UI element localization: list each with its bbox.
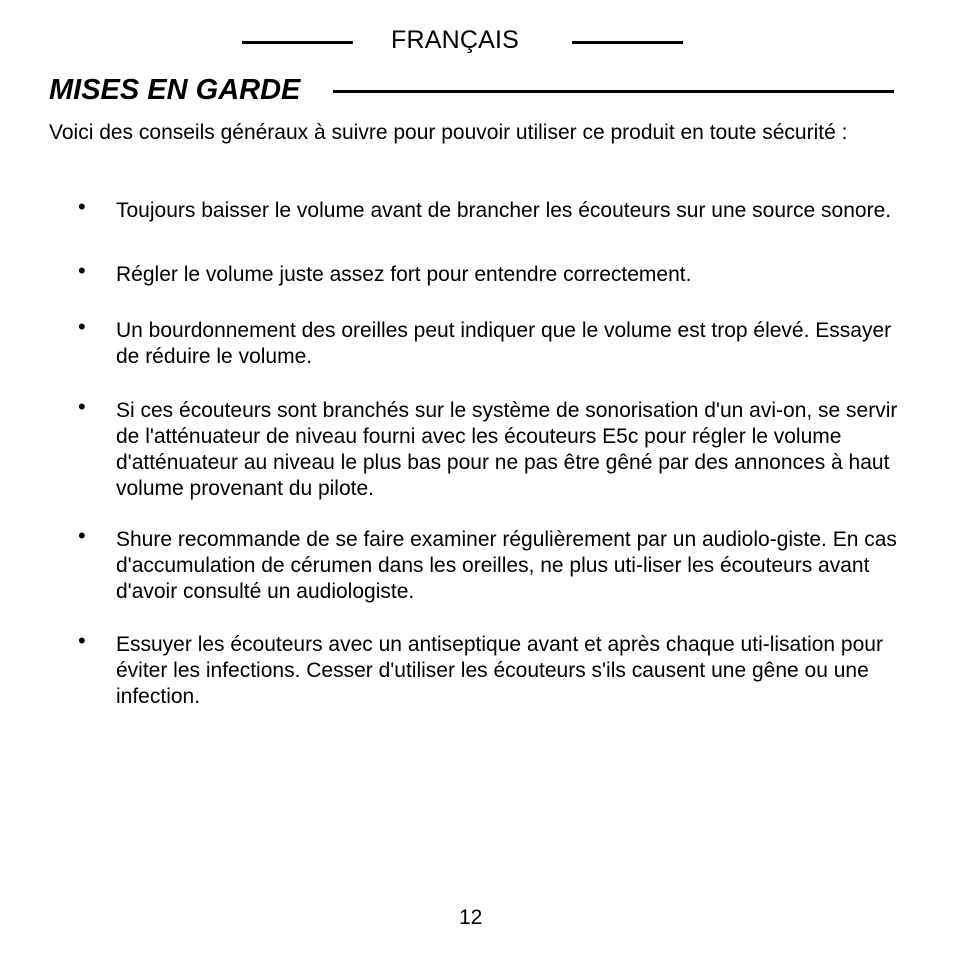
bullet-marker: • <box>78 314 86 339</box>
bullet-marker: • <box>78 394 86 419</box>
language-header <box>0 22 954 62</box>
header-rule-left <box>242 41 353 44</box>
intro-paragraph: Voici des conseils généraux à suivre pour pouvoir utiliser ce produit en toute sécurité : <box>49 121 848 144</box>
bullet-marker: • <box>78 628 86 653</box>
bullet-text: Essuyer les écouteurs avec un antiseptique avant et après chaque uti-lisation pour éviter les infections. Cesser d'utiliser les écouteurs s'ils causent une gêne ou une infection. <box>116 633 883 708</box>
bullet-text: Un bourdonnement des oreilles peut indiquer que le volume est trop élevé. Essayer de réduire le volume. <box>116 319 892 368</box>
bullet-marker: • <box>78 258 86 283</box>
header-rule-right <box>572 41 683 44</box>
bullet-text: Si ces écouteurs sont branchés sur le système de sonorisation d'un avi-on, se servir de l'atténuateur de niveau fourni avec les écouteurs E5c pour régler le volume d'atténuateur au niveau le plus bas pour ne pas être gêné par des annonces à haut volume provenant du pilote. <box>116 399 898 500</box>
section-title: MISES EN GARDE <box>49 74 301 106</box>
bullet-text: Shure recommande de se faire examiner régulièrement par un audiolo-giste. En cas d'accumulation de cérumen dans les oreilles, ne plus uti-liser les écouteurs avant d'avoir consulté un audiologiste. <box>116 528 897 603</box>
bullet-text: Toujours baisser le volume avant de brancher les écouteurs sur une source sonore. <box>116 199 892 222</box>
bullet-marker: • <box>78 523 86 548</box>
bullet-marker: • <box>78 194 86 219</box>
title-rule <box>333 90 894 93</box>
page-number: 12 <box>459 906 483 929</box>
language-label: FRANÇAIS <box>391 26 520 54</box>
bullet-text: Régler le volume juste assez fort pour entendre correctement. <box>116 263 692 286</box>
section-title-row <box>49 72 894 112</box>
